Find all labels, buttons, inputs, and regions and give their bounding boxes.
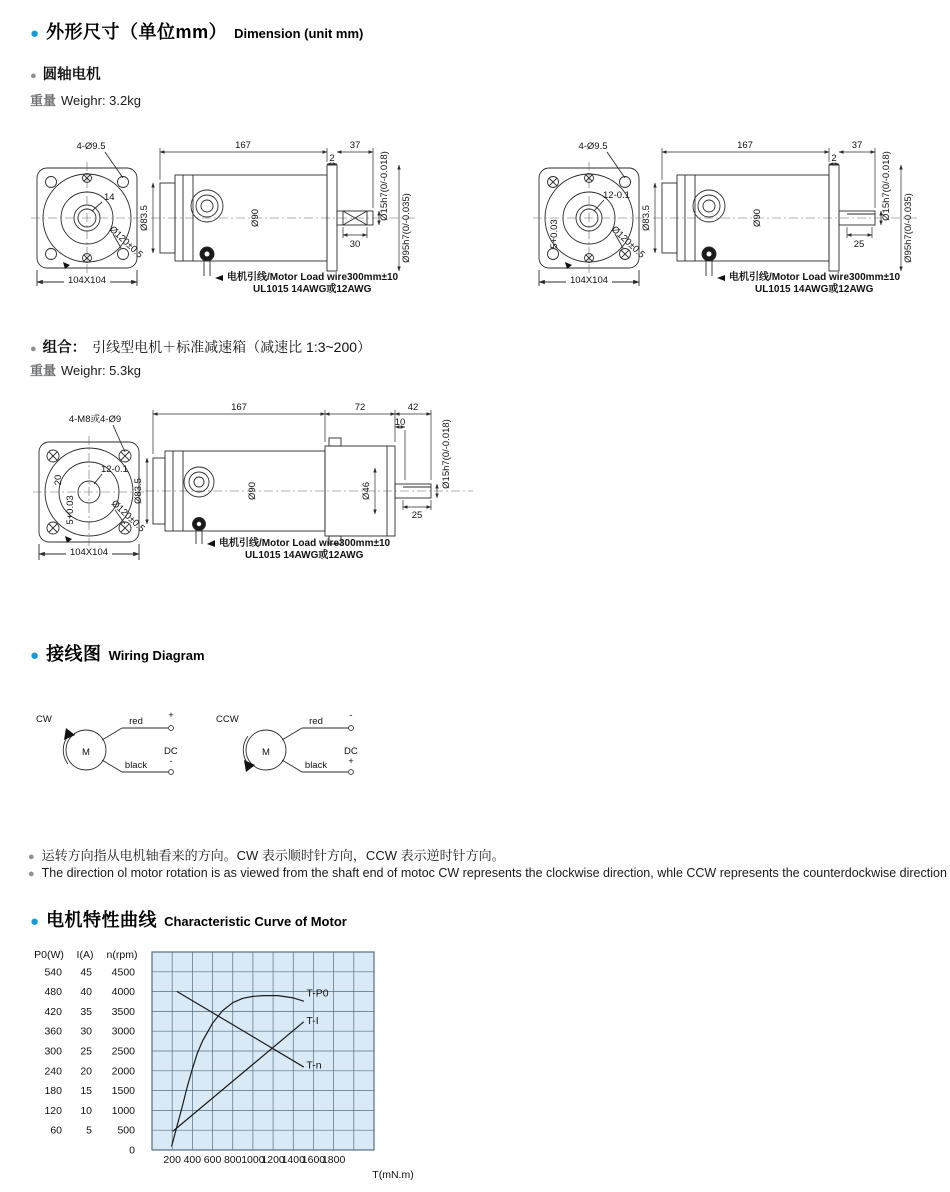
x-axis-label: T(mN.m) [372, 1169, 414, 1181]
axis-value: 20 [80, 1065, 92, 1078]
x-tick-label: 200 [163, 1154, 181, 1166]
curve-title-en: Characteristic Curve of Motor [164, 914, 347, 929]
axis-value: 15 [80, 1085, 92, 1098]
dim-dia-cap: Ø83.5 [641, 205, 652, 231]
dim-square: 104X104 [67, 275, 107, 286]
wire-black-label: black [304, 760, 328, 771]
dim-dia-shaft: Ø15h7(0/-0.018) [379, 151, 390, 221]
axis-value: 480 [44, 986, 62, 999]
rotation-note-en [28, 866, 947, 880]
terminal-top: - [349, 710, 353, 721]
axis-header: P0(W) [34, 949, 64, 961]
dim-len-gear: 72 [354, 402, 366, 413]
sub-bullet-icon: ● [30, 70, 37, 82]
wire-note-2: UL1015 14AWG或12AWG [253, 284, 372, 295]
axis-value: 240 [44, 1065, 62, 1078]
dimension-section-header [30, 18, 363, 44]
dim-dia-cap: Ø83.5 [133, 478, 144, 504]
dim-len-shaft: 37 [349, 140, 361, 151]
axis-value: 420 [44, 1005, 62, 1018]
wiring-title-en: Wiring Diagram [108, 648, 205, 663]
note-zh-text: 运转方向指从电机轴看来的方向。CW 表示顺时针方向，CCW 表示逆时针方向。 [41, 848, 505, 863]
series-label-T-n: T-n [306, 1059, 322, 1072]
weight-label-zh: 重量 [30, 363, 57, 378]
round-shaft-weight [30, 90, 141, 109]
round-shaft-subheader [30, 63, 101, 84]
ccw-label: CCW [216, 714, 239, 725]
axis-value: 1500 [111, 1085, 135, 1098]
x-tick-label: 600 [203, 1154, 222, 1166]
dim-dia-out: Ø46 [361, 482, 372, 500]
dim-len-shaft: 42 [407, 402, 419, 413]
series-label-T-I: T-I [306, 1014, 319, 1027]
cw-label: CW [36, 714, 52, 725]
dim-bolt-circle: Ø120±0.5 [106, 224, 145, 261]
motor-symbol: M [262, 747, 270, 758]
section-bullet-icon: ● [30, 25, 40, 42]
dimension-title-en: Dimension (unit mm) [234, 26, 364, 41]
wire-note-1: 电机引线/Motor Load wire300mm±10 [729, 272, 901, 283]
drawing-round-shaft-motor-1 [25, 136, 450, 296]
drawing-gearmotor [25, 396, 480, 571]
axis-value: 25 [80, 1045, 92, 1058]
note-bullet-icon: ● [28, 868, 35, 880]
axis-value: 2000 [111, 1065, 135, 1078]
wire-note-1: 电机引线/Motor Load wire300mm±10 [227, 272, 399, 283]
dim-keyway: 5+0.03 [549, 219, 560, 249]
wiring-diagram-ccw [210, 702, 370, 794]
dim-square: 104X104 [69, 547, 109, 558]
combo-weight [30, 360, 141, 379]
x-tick-label: 800 [223, 1154, 242, 1166]
wire-red-label: red [129, 716, 143, 727]
dim-holes: 4-Ø9.5 [76, 141, 106, 152]
dim-dia-shaft: Ø15h7(0/-0.018) [441, 419, 452, 489]
note-bullet-icon: ● [28, 851, 35, 863]
dim-len-step: 10 [394, 417, 406, 428]
dim-len-body: 167 [737, 140, 753, 151]
wiring-title-zh: 接线图 [46, 644, 102, 664]
axis-value: 120 [44, 1104, 62, 1117]
round-shaft-label: 圆轴电机 [42, 67, 101, 83]
dim-dia-body: Ø90 [247, 482, 258, 500]
axis-value: 2500 [111, 1045, 135, 1058]
x-tick-label: 1400 [281, 1154, 305, 1166]
wiring-section-header [30, 640, 205, 666]
axis-value: 3500 [111, 1005, 135, 1018]
axis-value: 0 [129, 1144, 135, 1157]
x-tick-label: 1600 [301, 1154, 326, 1166]
terminal-top: + [168, 710, 174, 721]
axis-value: 10 [80, 1104, 92, 1117]
dim-bolt-circle: Ø120±0.5 [108, 498, 147, 535]
dim-len-body: 167 [235, 140, 251, 151]
wire-red-label: red [309, 716, 323, 727]
dim-dia-spigot: Ø95h7(0/-0.035) [903, 193, 914, 263]
axis-value: 360 [44, 1025, 62, 1038]
dim-holes: 4-Ø9.5 [578, 141, 608, 152]
rotation-note-zh [28, 845, 505, 864]
dc-label: DC [344, 746, 358, 757]
dim-dia-spigot: Ø95h7(0/-0.035) [401, 193, 412, 263]
x-tick-label: 1800 [321, 1154, 346, 1166]
dim-key-len: 30 [349, 239, 361, 250]
curve-section-header [30, 906, 347, 932]
axis-header: I(A) [76, 949, 94, 961]
axis-value: 500 [117, 1124, 135, 1137]
axis-value: 30 [80, 1025, 92, 1038]
dim-dia-cap: Ø83.5 [139, 205, 150, 231]
weight-value: Weighr: 5.3kg [61, 363, 141, 378]
dim-key-len: 25 [853, 239, 865, 250]
axis-value: 180 [44, 1085, 62, 1098]
dim-shaft-label: 12-0.1 [603, 190, 630, 201]
combo-label-rest: 引线型电机＋标准减速箱（减速比 1:3~200） [92, 339, 372, 355]
wiring-diagram-cw [30, 702, 190, 794]
dim-len-step: 2 [831, 153, 837, 164]
axis-value: 300 [44, 1045, 62, 1058]
dim-key-len: 25 [411, 510, 423, 521]
dim-square: 104X104 [569, 275, 609, 286]
dim-bolt-circle: Ø120±0.5 [608, 224, 647, 261]
weight-label-zh: 重量 [30, 93, 57, 108]
wire-note-2: UL1015 14AWG或12AWG [755, 284, 874, 295]
combo-label-bold: 组合： [42, 340, 87, 356]
dim-shaft-label: 14 [104, 192, 115, 203]
axis-value: 40 [80, 986, 92, 999]
wire-note-2: UL1015 14AWG或12AWG [245, 550, 364, 561]
axis-value: 1000 [111, 1104, 135, 1117]
x-tick-label: 400 [183, 1154, 202, 1166]
note-en-text: The direction ol motor rotation is as viewed from the shaft end of motoc CW represents the clockwise direction, whle CCW represents the counterdockwise direction [41, 866, 947, 880]
dim-len-step: 2 [329, 153, 335, 164]
section-bullet-icon: ● [30, 913, 40, 930]
series-label-T-P0: T-P0 [306, 987, 329, 1000]
axis-value: 5 [86, 1124, 92, 1137]
axis-value: 60 [50, 1124, 62, 1137]
axis-value: 4500 [111, 966, 135, 979]
drawing-round-shaft-motor-2 [527, 136, 950, 296]
section-bullet-icon: ● [30, 647, 40, 664]
axis-value: 35 [80, 1005, 92, 1018]
motor-symbol: M [82, 747, 90, 758]
dim-dia-body: Ø90 [250, 209, 261, 227]
terminal-bottom: - [169, 756, 173, 767]
dim-keyway: 5+0.03 [65, 495, 76, 525]
x-tick-label: 1200 [261, 1154, 285, 1166]
curve-title-zh: 电机特性曲线 [46, 910, 158, 930]
dc-label: DC [164, 746, 178, 757]
dim-len-shaft: 37 [851, 140, 863, 151]
x-tick-label: 1000 [241, 1154, 265, 1166]
dim-len-body: 167 [231, 402, 247, 413]
sub-bullet-icon: ● [30, 343, 37, 355]
dimension-title-zh: 外形尺寸（单位mm） [46, 22, 228, 42]
dim-dia-body: Ø90 [752, 209, 763, 227]
axis-value: 3000 [111, 1025, 135, 1038]
dim-shaft-label: 12-0.1 [101, 464, 128, 475]
axis-value: 540 [44, 966, 62, 979]
dim-holes: 4-M8或4-Ø9 [68, 414, 122, 425]
dim-shaft-height: 20 [53, 474, 64, 486]
axis-header: n(rpm) [106, 949, 138, 961]
combo-subheader [30, 336, 371, 357]
wire-black-label: black [124, 760, 148, 771]
wire-note-1: 电机引线/Motor Load wire300mm±10 [219, 538, 391, 549]
characteristic-curve-chart [25, 942, 455, 1192]
dim-dia-shaft: Ø15h7(0/-0.018) [881, 151, 892, 221]
axis-value: 45 [80, 966, 92, 979]
weight-value: Weighr: 3.2kg [61, 93, 141, 108]
axis-value: 4000 [111, 986, 135, 999]
terminal-bottom: + [348, 756, 354, 767]
